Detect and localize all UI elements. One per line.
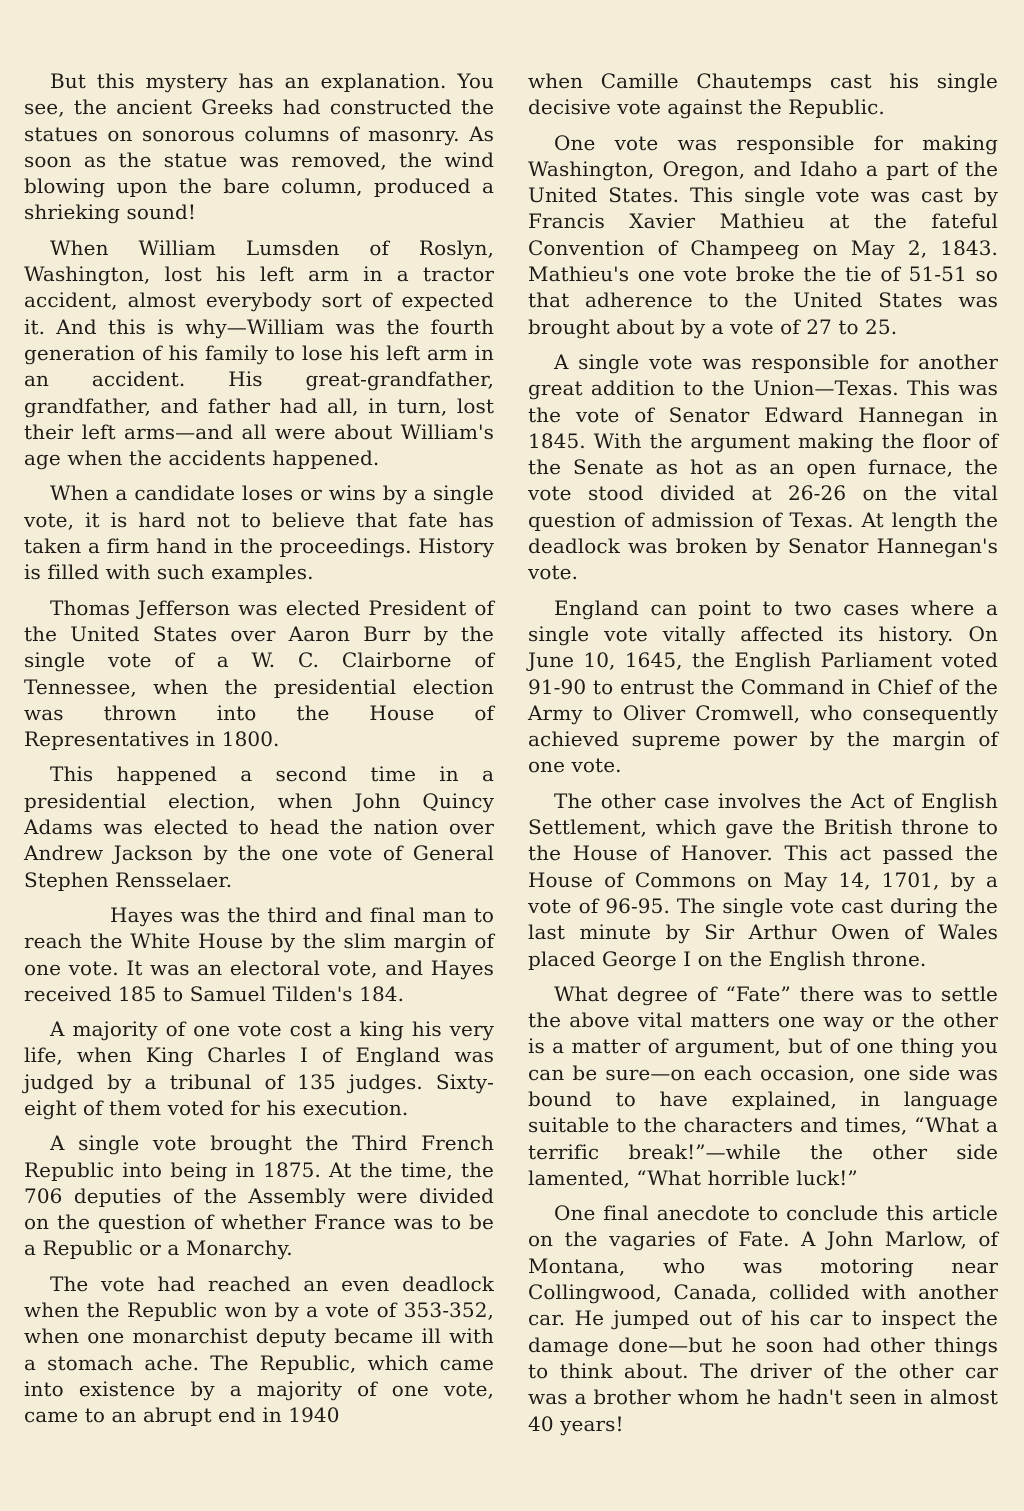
paragraph: What degree of “Fate” there was to settle the above vital matters one way or the other is a matter of argument, but of one thing you can be sure—on each occasion, one side was bound to have explained, in language suitable to the characters and times, “What a terrific break!”—while the other side lamented, “What horrible luck!” <box>528 981 998 1190</box>
paragraph: One vote was responsible for making Washington, Oregon, and Idaho a part of the United States. This single vote was cast by Francis Xavier Mathieu at the fateful Convention of Champeeg on May 2, 1843. Mathieu's one vote broke the tie of 51-51 so that adherence to the United States was brought about by a vote of 27 to 25. <box>528 130 998 339</box>
paragraph: When a candidate loses or wins by a single vote, it is hard not to believe that fate has taken a firm hand in the proceedings. History is filled with such examples. <box>24 481 494 585</box>
paragraph: when Camille Chautemps cast his single decisive vote against the Republic. <box>528 69 998 120</box>
paragraph: A single vote was responsible for another great addition to the Union—Texas. This was the vote of Senator Edward Hannegan in 1845. With the argument making the floor of the Senate as hot as an open furnace, the vote stood divided at 26-26 on the vital question of admission of Texas. At length the deadlock was broken by Senator Hannegan's vote. <box>528 349 998 585</box>
paragraph: Thomas Jefferson was elected President of the United States over Aaron Burr by the single vote of a W. C. Clairborne of Tennessee, when the presidential election was thrown into the House of Representatives in 1800. <box>24 595 494 752</box>
paragraph: This happened a second time in a presidential election, when John Quincy Adams was elected to head the nation over Andrew Jackson by the one vote of General Stephen Rensselaer. <box>24 762 494 892</box>
paragraph: The vote had reached an even deadlock when the Republic won by a vote of 353-352, when one monarchist deputy became ill with a stomach ache. The Republic, which came into existence by a majority of one vote, came to an abrupt end in 1940 <box>24 1271 494 1428</box>
paragraph: England can point to two cases where a single vote vitally affected its history. On June 10, 1645, the English Parliament voted 91-90 to entrust the Command in Chief of the Army to Oliver Cromwell, who consequently achieved supreme power by the margin of one vote. <box>528 595 998 778</box>
paragraph: Hayes was the third and final man to reach the White House by the slim margin of one vote. It was an electoral vote, and Hayes received 185 to Samuel Tilden's 184. <box>24 902 494 1006</box>
paragraph: But this mystery has an explanation. You see, the ancient Greeks had constructed the statues on sonorous columns of masonry. As soon as the statue was removed, the wind blowing upon the bare column, produced a shrieking sound! <box>24 69 494 225</box>
paragraph: When William Lumsden of Roslyn, Washington, lost his left arm in a tractor accident, almost everybody sort of expected it. And this is why—William was the fourth generation of his family to lose his left arm in an accident. His great-grandfather, grandfather, and father had all, in turn, lost their left arms—and all were about William's age when the accidents happened. <box>24 235 494 471</box>
paragraph: A majority of one vote cost a king his very life, when King Charles I of England was judged by a tribunal of 135 judges. Sixty-eight of them voted for his execution. <box>24 1017 494 1120</box>
article-columns <box>24 68 998 1446</box>
paragraph: A single vote brought the Third French Republic into being in 1875. At the time, the 706 deputies of the Assembly were divided on the question of whether France was to be a Republic or a Monarchy. <box>24 1131 494 1261</box>
left-column <box>24 68 494 1446</box>
right-column <box>528 68 998 1446</box>
paragraph: One final anecdote to conclude this article on the vagaries of Fate. A John Marlow, of Montana, who was motoring near Collingwood, Canada, collided with another car. He jumped out of his car to inspect the damage done—but he soon had other things to think about. The driver of the other car was a brother whom he hadn't seen in almost 40 years! <box>528 1201 998 1436</box>
paragraph: The other case involves the Act of English Settlement, which gave the British throne to the House of Hanover. This act passed the House of Commons on May 14, 1701, by a vote of 96-95. The single vote cast during the last minute by Sir Arthur Owen of Wales placed George I on the English throne. <box>528 788 998 971</box>
